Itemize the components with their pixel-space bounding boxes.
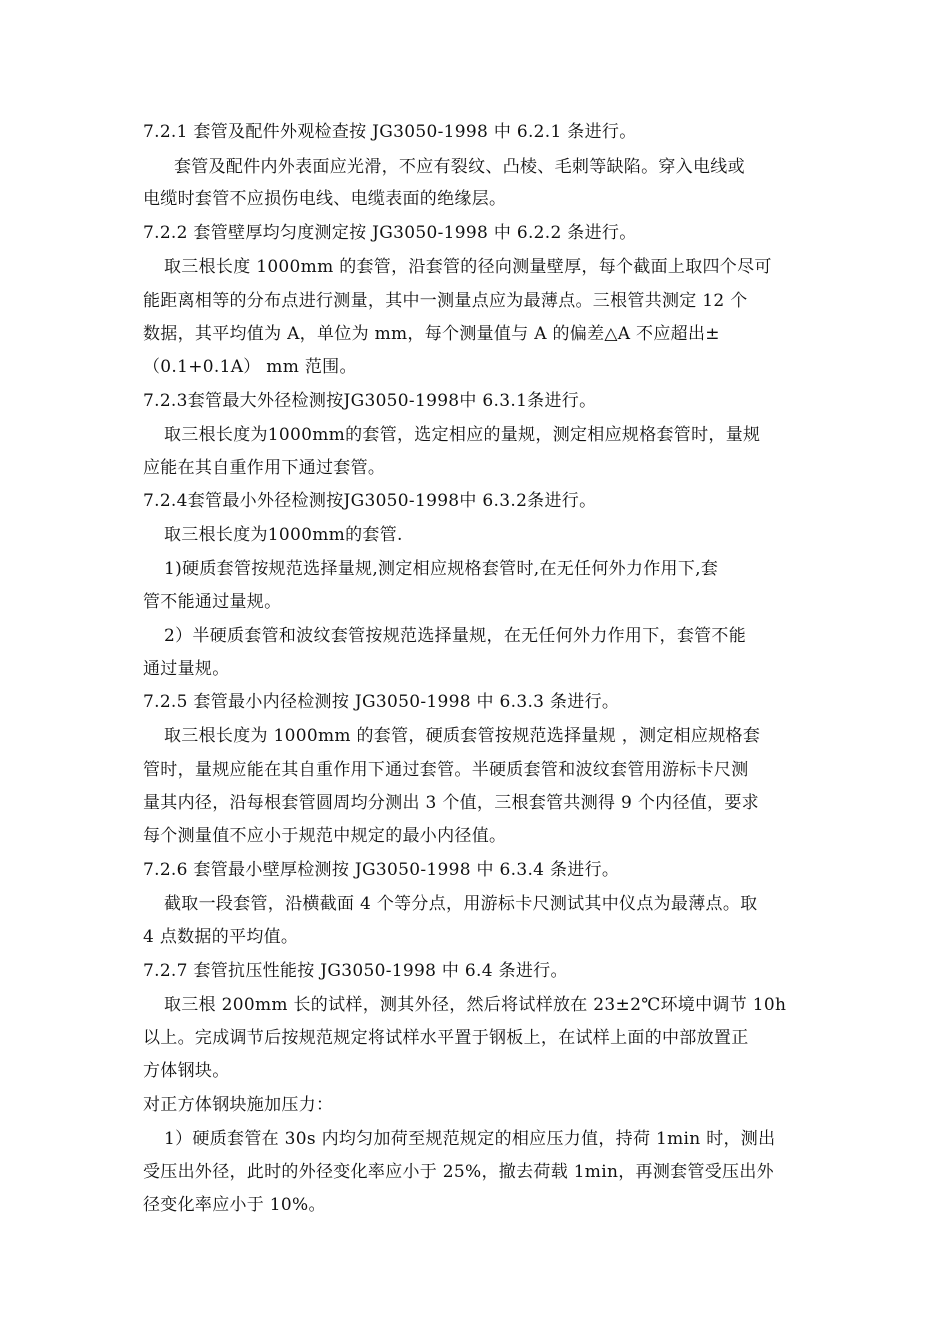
paragraph-line: 管时，量规应能在其自重作用下通过套管。半硬质套管和波纹套管用游标卡尺测 bbox=[143, 760, 749, 780]
section-heading-7-2-2: 7.2.2 套管壁厚均匀度测定按 JG3050-1998 中 6.2.2 条进行。 bbox=[143, 223, 637, 243]
section-heading-7-2-7: 7.2.7 套管抗压性能按 JG3050-1998 中 6.4 条进行。 bbox=[143, 961, 568, 981]
paragraph-line: 数据，其平均值为 A，单位为 mm，每个测量值与 A 的偏差△A 不应超出± bbox=[143, 324, 720, 344]
paragraph-line: 4 点数据的平均值。 bbox=[143, 927, 299, 947]
paragraph-line: 取三根长度 1000mm 的套管，沿套管的径向测量壁厚，每个截面上取四个尽可 bbox=[164, 257, 772, 277]
paragraph-line: 以上。完成调节后按规范规定将试样水平置于钢板上，在试样上面的中部放置正 bbox=[143, 1028, 749, 1048]
section-heading-7-2-4: 7.2.4套管最小外径检测按JG3050-1998中 6.3.2条进行。 bbox=[143, 491, 597, 511]
section-heading-7-2-5: 7.2.5 套管最小内径检测按 JG3050-1998 中 6.3.3 条进行。 bbox=[143, 692, 620, 712]
paragraph-line: 截取一段套管，沿横截面 4 个等分点，用游标卡尺测试其中仪点为最薄点。取 bbox=[164, 894, 758, 914]
list-item-line: 管不能通过量规。 bbox=[143, 592, 282, 612]
paragraph-line: 每个测量值不应小于规范中规定的最小内径值。 bbox=[143, 826, 507, 846]
list-item-line: 径变化率应小于 10%。 bbox=[143, 1195, 326, 1215]
paragraph-line: 对正方体钢块施加压力： bbox=[143, 1095, 334, 1115]
paragraph-line: 能距离相等的分布点进行测量，其中一测量点应为最薄点。三根管共测定 12 个 bbox=[143, 291, 748, 311]
paragraph-line: （0.1+0.1A） mm 范围。 bbox=[143, 357, 357, 377]
list-item-line: 通过量规。 bbox=[143, 659, 230, 679]
paragraph-line: 电缆时套管不应损伤电线、电缆表面的绝缘层。 bbox=[143, 189, 507, 209]
paragraph-line: 方体钢块。 bbox=[143, 1061, 230, 1081]
paragraph-line: 取三根长度为1000mm的套管. bbox=[164, 525, 403, 545]
section-heading-7-2-3: 7.2.3套管最大外径检测按JG3050-1998中 6.3.1条进行。 bbox=[143, 391, 597, 411]
paragraph-line: 取三根长度为1000mm的套管，选定相应的量规，测定相应规格套管时，量规 bbox=[164, 425, 761, 445]
list-item-line: 1)硬质套管按规范选择量规,测定相应规格套管时,在无任何外力作用下,套 bbox=[164, 559, 719, 579]
paragraph-line: 取三根长度为 1000mm 的套管，硬质套管按规范选择量规 ，测定相应规格套 bbox=[164, 726, 761, 746]
paragraph-line: 取三根 200mm 长的试样，测其外径，然后将试样放在 23±2℃环境中调节 10h bbox=[164, 995, 787, 1015]
section-heading-7-2-1: 7.2.1 套管及配件外观检查按 JG3050-1998 中 6.2.1 条进行。 bbox=[143, 122, 637, 142]
list-item-line: 1）硬质套管在 30s 内均匀加荷至规范规定的相应压力值，持荷 1min 时，测出 bbox=[164, 1129, 776, 1149]
section-heading-7-2-6: 7.2.6 套管最小壁厚检测按 JG3050-1998 中 6.3.4 条进行。 bbox=[143, 860, 620, 880]
paragraph-line: 量其内径，沿每根套管圆周均分测出 3 个值，三根套管共测得 9 个内径值，要求 bbox=[143, 793, 759, 813]
list-item-line: 受压出外径，此时的外径变化率应小于 25%，撤去荷载 1min，再测套管受压出外 bbox=[143, 1162, 774, 1182]
list-item-line: 2）半硬质套管和波纹套管按规范选择量规，在无任何外力作用下，套管不能 bbox=[164, 626, 747, 646]
paragraph-line: 套管及配件内外表面应光滑，不应有裂纹、凸棱、毛刺等缺陷。穿入电线或 bbox=[174, 157, 745, 177]
paragraph-line: 应能在其自重作用下通过套管。 bbox=[143, 458, 386, 478]
